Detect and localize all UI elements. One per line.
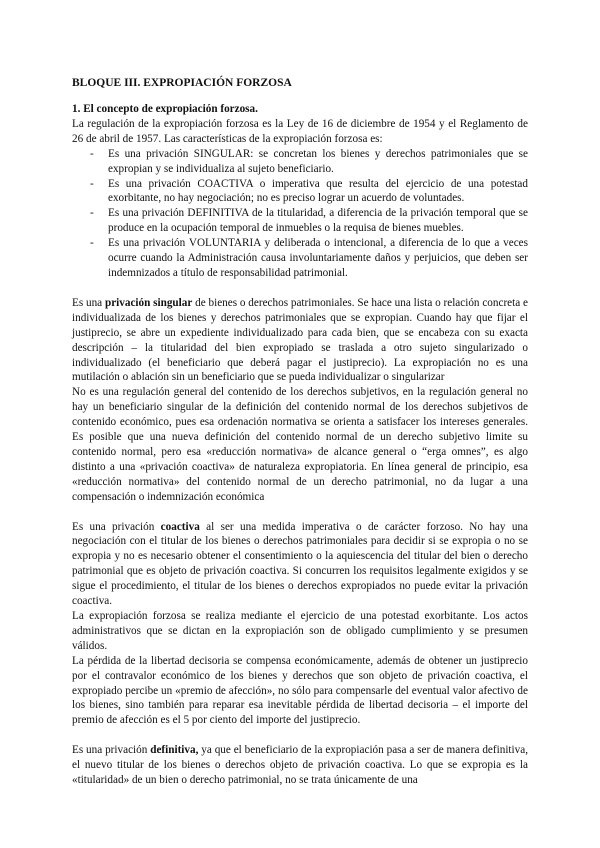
bold-term: privación singular <box>104 296 193 309</box>
paragraph-gap <box>72 728 528 743</box>
bullet-dash: - <box>90 207 94 220</box>
list-item <box>72 236 528 281</box>
characteristics-list <box>72 147 528 281</box>
section-heading: 1. El concepto de expropiación forzosa. <box>72 103 258 115</box>
text-run: Es una privación <box>72 520 161 533</box>
bullet-dash: - <box>90 237 94 250</box>
singular-paragraph <box>72 296 528 385</box>
coactiva-paragraph <box>72 520 528 609</box>
document-title: BLOQUE III. EXPROPIACIÓN FORZOSA <box>72 77 292 89</box>
text-run: al ser una medida imperativa o de carácter forzoso. No hay una negociación con el titular de los bienes o derechos patrimoniales para decidir si se expropia o no se expropia y no es necesario obtener el consentimiento o la aquiescencia del titular del bien o derecho patrimonial que es objeto de privación coactiva. Si concurren los requisitos legalmente exigidos y se sigue el procedimiento, el titular de los bienes o derechos expropiados no puede evitar la privación coactiva. <box>72 520 529 608</box>
text-run: ya que el beneficiario de la expropiación pasa a ser de manera definitiva, el nuevo titular de los bienes o derechos objeto de privación coactiva. Lo que se expropia es la «titularidad» de un bien o derecho patrimonial, no se trata únicamente de una <box>72 744 529 787</box>
list-item <box>72 147 528 177</box>
list-item-text: Es una privación COACTIVA o imperativa que resulta del ejercicio de una potestad exorbitante, no hay negociación; no es preciso lograr un acuerdo de voluntades. <box>108 177 528 205</box>
paragraph-gap <box>72 505 528 520</box>
list-item <box>72 206 528 236</box>
bold-term: definitiva, <box>150 744 199 757</box>
list-item-text: Es una privación SINGULAR: se concretan los bienes y derechos patrimoniales que se expropian y se individualiza al sujeto beneficiario. <box>108 147 528 175</box>
text-run: de bienes o derechos patrimoniales. Se hace una lista o relación concreta e individualizada de los bienes y derechos patrimoniales que se expropian. Cuando hay que fijar el justiprecio, se abre un expediente individualizado para cada bien, que se encabeza con su exacta descripción – la titularidad del bien expropiado se traslada a otro sujeto singularizado o individualizado (el beneficiario que deberá pagar el justiprecio). La expropiación no es una mutilación o ablación sin un beneficiario que se pueda individualizar o singularizar <box>72 296 529 384</box>
bullet-dash: - <box>90 147 94 160</box>
exorbitante-paragraph: La expropiación forzosa se realiza mediante el ejercicio de una potestad exorbitante. Los actos administrativos que se dictan en la expropiación son de obligado cumplimiento y se presumen válidos. <box>72 610 528 652</box>
intro-paragraph: La regulación de la expropiación forzosa es la Ley de 16 de diciembre de 1954 y el Reglamento de 26 de abril de 1957. Las características de la expropiación forzosa es: <box>72 117 528 145</box>
list-item <box>72 177 528 207</box>
text-run: Es una privación <box>72 744 151 757</box>
perdida-paragraph: La pérdida de la libertad decisoria se compensa económicamente, además de obtener un justiprecio por el contravalor económico de los bienes y derechos que son objeto de privación coactiva, el expropiado percibe un «premio de afección», no sólo para compensarle del eventual valor afectivo de los bienes, sino también para reparar esa inevitable pérdida de libertad decisoria – el importe del premio de afección es el 5 por ciento del importe del justiprecio. <box>72 654 528 727</box>
definitiva-paragraph <box>72 743 528 788</box>
bullet-dash: - <box>90 177 94 190</box>
document-page <box>72 76 528 788</box>
text-run: Es una <box>72 296 105 309</box>
paragraph-gap <box>72 281 528 296</box>
regulacion-paragraph: No es una regulación general del contenido de los derechos subjetivos, en la regulación general no hay un beneficiario singular de la definición del contenido normal de los derechos subjetivos de contenido económico, pues esa ordenación normativa se orienta a satisfacer los intereses generales. Es posible que una nueva definición del contenido normal de un derecho subjetivo limite su contenido normal, pero esa «reducción normativa» de alcance general o “erga omnes”, es algo distinto a una «privación coactiva» de naturaleza expropiatoria. En línea general de principio, esa «reducción normativa» del contenido normal de un derecho patrimonial, no da lugar a una compensación o indemnización económica <box>72 386 528 503</box>
list-item-text: Es una privación DEFINITIVA de la titularidad, a diferencia de la privación temporal que se produce en la ocupación temporal de inmuebles o la requisa de bienes muebles. <box>108 207 528 235</box>
bold-term: coactiva <box>160 520 200 533</box>
list-item-text: Es una privación VOLUNTARIA y deliberada o intencional, a diferencia de lo que a veces ocurre cuando la Administración causa involuntariamente daños y perjuicios, que deben ser indemnizados a título de responsabilidad patrimonial. <box>108 237 528 279</box>
